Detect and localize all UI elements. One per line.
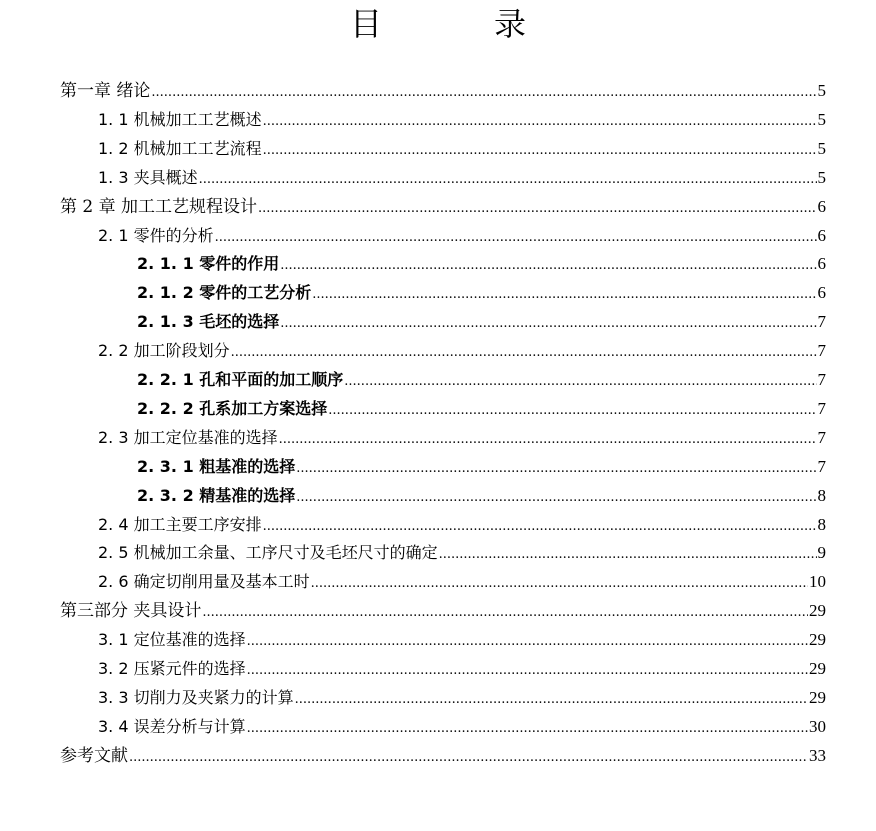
toc-entry-label: 1. 1 机械加工工艺概述: [98, 110, 262, 129]
toc-leader-dots: [263, 512, 817, 540]
toc-leader-dots: [247, 656, 808, 684]
toc-entry-label: 2. 1. 3 毛坯的选择: [137, 312, 280, 331]
toc-leader-dots: [296, 483, 816, 511]
toc-leader-dots: [263, 107, 817, 135]
toc-leader-dots: [202, 598, 808, 626]
toc-leader-dots: [344, 367, 816, 395]
toc-entry[interactable]: [137, 251, 826, 277]
toc-page-number: 33: [809, 746, 826, 765]
toc-entry-label: 3. 3 切削力及夹紧力的计算: [98, 688, 294, 707]
toc-leader-dots: [280, 309, 816, 337]
toc-page-number: 8: [817, 515, 826, 534]
toc-entry-label: 第 2 章 加工工艺规程设计: [60, 197, 258, 217]
toc-entry[interactable]: [60, 78, 826, 104]
toc-page-number: 7: [817, 457, 826, 476]
toc-entry[interactable]: [60, 194, 826, 220]
toc-page-number: 5: [817, 81, 826, 100]
toc-page-number: 7: [817, 341, 826, 360]
toc-page-number: 7: [817, 370, 826, 389]
toc-entry-label: 2. 2. 1 孔和平面的加工顺序: [137, 370, 344, 389]
toc-entry[interactable]: [137, 280, 826, 306]
toc-page-number: 29: [809, 659, 826, 678]
toc-entry[interactable]: [137, 367, 826, 393]
toc-leader-dots: [312, 280, 816, 308]
toc-page-number: 29: [809, 630, 826, 649]
toc-leader-dots: [151, 78, 816, 106]
toc-page-number: 29: [809, 688, 826, 707]
toc-entry-label: 3. 4 误差分析与计算: [98, 717, 246, 736]
toc-leader-dots: [129, 743, 808, 771]
toc-entry[interactable]: [137, 309, 826, 335]
toc-entry-label: 第一章 绪论: [60, 81, 151, 101]
toc-entry-label: 2. 3. 1 粗基准的选择: [137, 457, 296, 476]
toc-entry-label: 2. 3. 2 精基准的选择: [137, 486, 296, 505]
toc-entry-label: 3. 2 压紧元件的选择: [98, 659, 246, 678]
toc-entry[interactable]: [98, 338, 826, 364]
toc-entry-label: 3. 1 定位基准的选择: [98, 630, 246, 649]
toc-entry-label: 2. 2. 2 孔系加工方案选择: [137, 399, 328, 418]
toc-entry-label: 2. 1 零件的分析: [98, 226, 214, 245]
toc-leader-dots: [439, 540, 817, 568]
toc-entry[interactable]: [98, 512, 826, 538]
toc-entry[interactable]: [98, 685, 826, 711]
toc-leader-dots: [295, 685, 808, 713]
toc-entry[interactable]: [98, 107, 826, 133]
toc-entry[interactable]: [98, 627, 826, 653]
toc-leader-dots: [258, 194, 816, 222]
toc-entry[interactable]: [98, 569, 826, 595]
toc-page-number: 8: [817, 486, 826, 505]
toc-page-number: 5: [817, 110, 826, 129]
toc-page-number: 10: [809, 572, 826, 591]
toc-entry-label: 2. 6 确定切削用量及基本工时: [98, 572, 310, 591]
toc-entry-label: 1. 2 机械加工工艺流程: [98, 139, 262, 158]
toc-page-number: 7: [817, 312, 826, 331]
toc-entry[interactable]: [137, 483, 826, 509]
toc-entry[interactable]: [98, 540, 826, 566]
toc-entry-label: 2. 5 机械加工余量、工序尺寸及毛坯尺寸的确定: [98, 543, 438, 562]
toc-leader-dots: [247, 627, 808, 655]
toc-leader-dots: [199, 165, 817, 193]
toc-page-number: 6: [817, 197, 826, 216]
toc-leader-dots: [263, 136, 817, 164]
toc-entry[interactable]: [98, 136, 826, 162]
toc-leader-dots: [215, 223, 817, 251]
toc-leader-dots: [296, 454, 816, 482]
toc-leader-dots: [328, 396, 816, 424]
toc-page-number: 30: [809, 717, 826, 736]
toc-page-number: 9: [817, 543, 826, 562]
toc-entry-label: 2. 3 加工定位基准的选择: [98, 428, 278, 447]
toc-entry-label: 2. 1. 1 零件的作用: [137, 254, 280, 273]
toc-page-number: 5: [817, 168, 826, 187]
toc-leader-dots: [247, 714, 808, 742]
toc-entry[interactable]: [60, 743, 826, 769]
toc-entry-label: 2. 1. 2 零件的工艺分析: [137, 283, 312, 302]
toc-entry[interactable]: [137, 396, 826, 422]
toc-entry[interactable]: [98, 425, 826, 451]
toc-leader-dots: [279, 425, 817, 453]
toc-entry[interactable]: [98, 165, 826, 191]
toc-entry-label: 2. 2 加工阶段划分: [98, 341, 230, 360]
toc-entry-label: 2. 4 加工主要工序安排: [98, 515, 262, 534]
toc-entry[interactable]: [98, 656, 826, 682]
page-title: 目 录: [349, 5, 566, 43]
toc-page-number: 6: [817, 283, 826, 302]
toc-leader-dots: [311, 569, 808, 597]
toc-entry-label: 参考文献: [60, 746, 128, 766]
toc-page-number: 29: [809, 601, 826, 620]
toc-entry-label: 第三部分 夹具设计: [60, 601, 202, 621]
toc-entry-label: 1. 3 夹具概述: [98, 168, 198, 187]
toc-entry[interactable]: [60, 598, 826, 624]
toc-page-number: 7: [817, 428, 826, 447]
toc-entry[interactable]: [137, 454, 826, 480]
toc-page-number: 6: [817, 254, 826, 273]
toc-leader-dots: [280, 251, 816, 279]
toc-page-number: 7: [817, 399, 826, 418]
toc-entry[interactable]: [98, 223, 826, 249]
toc-page-number: 5: [817, 139, 826, 158]
toc-leader-dots: [231, 338, 817, 366]
toc-entry[interactable]: [98, 714, 826, 740]
toc-page-number: 6: [817, 226, 826, 245]
